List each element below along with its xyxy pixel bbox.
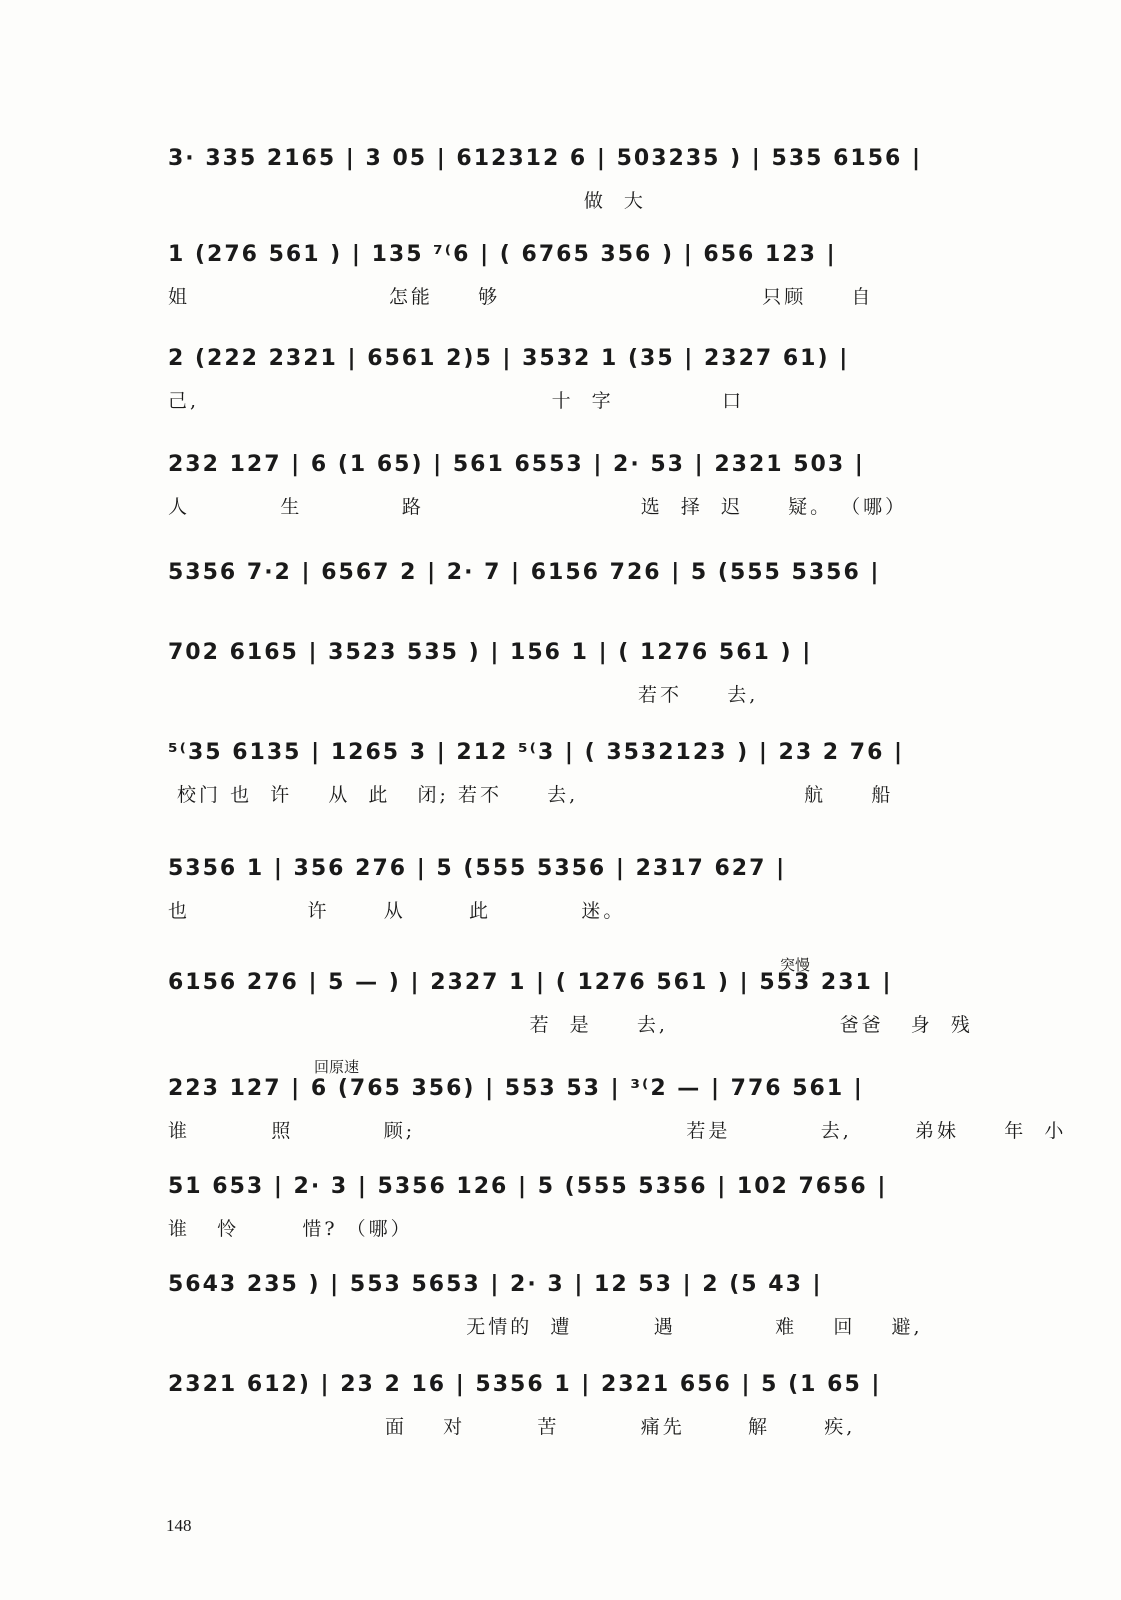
notation-line: 232 127 | 6 (1 65) | 561 6553 | 2· 53 | 2321 503 |	[168, 452, 865, 477]
lyrics-line: 无情的 遭 遇 难 回 避,	[168, 1316, 923, 1338]
page-number: 148	[166, 1516, 192, 1535]
lyrics-line: 若不 去,	[168, 684, 759, 706]
lyrics-line: 谁 怜 惜? （哪）	[168, 1218, 413, 1240]
lyrics-line: 校门 也 许 从 此 闭; 若不 去, 航 船	[168, 784, 894, 806]
tempo-annotation-sudden-slow: 突慢	[780, 956, 811, 974]
notation-line: 6156 276 | 5 — ) | 2327 1 | ( 1276 561 ) | 553 231 |	[168, 970, 893, 995]
lyrics-line: 若 是 去, 爸爸 身 残	[168, 1014, 973, 1036]
lyrics-line: 也 许 从 此 迷。	[168, 900, 626, 922]
lyrics-line: 谁 照 顾; 若是 去, 弟妹 年 小	[168, 1120, 1067, 1142]
notation-line: ⁵⁽35 6135 | 1265 3 | 212 ⁵⁽3 | ( 3532123 ) | 23 2 76 |	[168, 740, 905, 765]
lyrics-line: 姐 怎能 够 只顾 自	[168, 286, 874, 308]
tempo-annotation-return: 回原速	[314, 1058, 360, 1076]
notation-line: 2321 612) | 23 2 16 | 5356 1 | 2321 656 | 5 (1 65 |	[168, 1372, 882, 1397]
notation-line: 5356 1 | 356 276 | 5 (555 5356 | 2317 627 |	[168, 856, 787, 881]
lyrics-line: 做 大	[168, 190, 646, 212]
lyrics-line: 人 生 路 选 择 迟 疑。 （哪）	[168, 496, 908, 518]
notation-line: 223 127 | 6 (765 356) | 553 53 | ³⁽2 — | 776 561 |	[168, 1076, 864, 1101]
lyrics-line: 面 对 苦 痛先 解 疾,	[168, 1416, 856, 1438]
lyrics-line: 己, 十 字 口	[168, 390, 745, 412]
notation-line: 51 653 | 2· 3 | 5356 126 | 5 (555 5356 | 102 7656 |	[168, 1174, 888, 1199]
notation-line: 5643 235 ) | 553 5653 | 2· 3 | 12 53 | 2 (5 43 |	[168, 1272, 823, 1297]
notation-line: 1 (276 561 ) | 135 ⁷⁽6 | ( 6765 356 ) | 656 123 |	[168, 242, 837, 267]
notation-line: 2 (222 2321 | 6561 2)5 | 3532 1 (35 | 2327 61) |	[168, 346, 850, 371]
notation-line: 702 6165 | 3523 535 ) | 156 1 | ( 1276 561 ) |	[168, 640, 813, 665]
notation-line: 5356 7·2 | 6567 2 | 2· 7 | 6156 726 | 5 (555 5356 |	[168, 560, 881, 585]
notation-line: 3· 335 2165 | 3 05 | 612312 6 | 503235 ) | 535 6156 |	[168, 146, 923, 171]
